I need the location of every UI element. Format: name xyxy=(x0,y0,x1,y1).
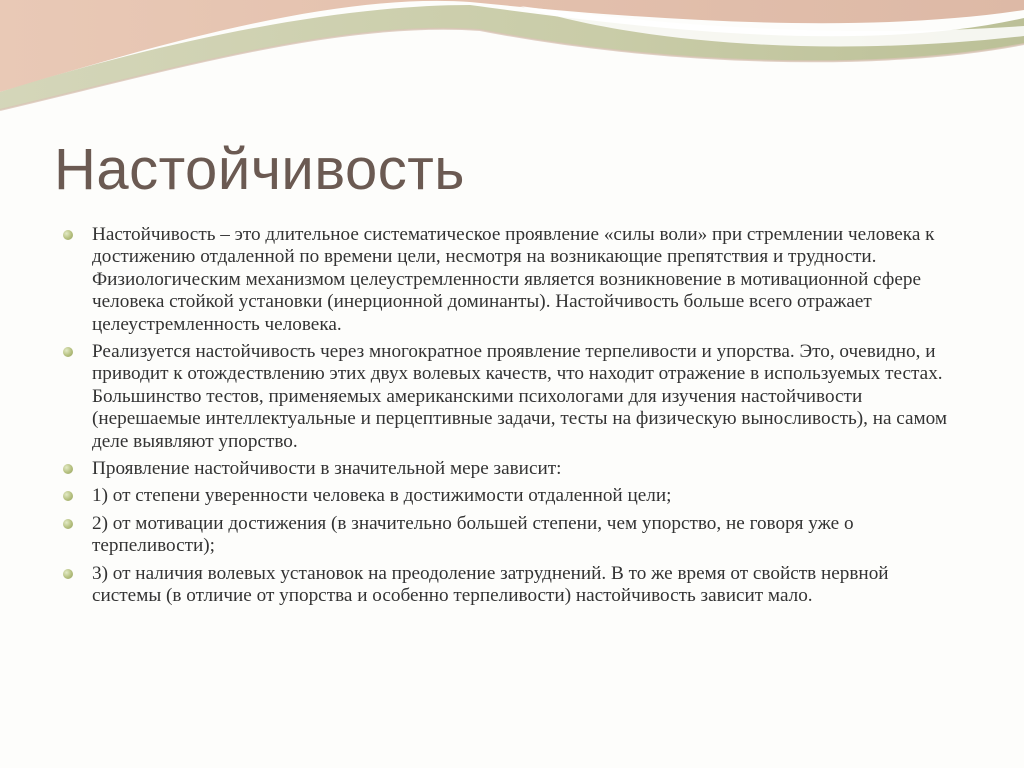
bullet-text: Реализуется настойчивость через многократное проявление терпеливости и упорства. Это, очевидно, и приводит к отождествлению этих двух волевых качеств, что находит отражение в используемых тестах. Большинство тестов, применяемых американскими психологами для изучения настойчивости (нерешаемые интеллектуальные и перцептивные задачи, тесты на физическую выносливость), на самом деле выявляют упорство. xyxy=(92,341,948,452)
bullet-text: 1) от степени уверенности человека в достижимости отдаленной цели; xyxy=(92,485,672,507)
bullet-dot-icon xyxy=(63,464,73,474)
bullet-dot-icon xyxy=(63,491,73,501)
bullet-item xyxy=(60,513,960,558)
decorative-wave-header xyxy=(0,0,1024,120)
slide-title: Настойчивость xyxy=(54,137,466,202)
bullet-text: 3) от наличия волевых установок на преодоление затруднений. В то же время от свойств нервной системы (в отличие от упорства и особенно терпеливости) настойчивость зависит мало. xyxy=(92,562,889,607)
bullet-text: 2) от мотивации достижения (в значительно большей степени, чем упорство, не говоря уже о терпеливости); xyxy=(92,512,854,557)
bullet-dot-icon xyxy=(63,519,73,529)
bullet-dot-icon xyxy=(63,569,73,579)
bullet-list xyxy=(60,224,960,613)
bullet-text: Проявление настойчивости в значительной мере зависит: xyxy=(92,458,562,480)
bullet-item xyxy=(60,224,960,336)
bullet-item xyxy=(60,341,960,453)
bullet-text: Настойчивость – это длительное систематическое проявление «силы воли» при стремлении человека к достижению отдаленной по времени цели, несмотря на возникающие препятствия и трудности. Физиологическим механизмом целеустремленности является возникновение в мотивационной сфере человека стойкой установки (инерционной доминанты). Настойчивость больше всего отражает целеустремленность человека. xyxy=(92,224,935,335)
bullet-item xyxy=(60,563,960,608)
bullet-item xyxy=(60,458,960,480)
bullet-dot-icon xyxy=(63,230,73,240)
bullet-dot-icon xyxy=(63,347,73,357)
bullet-item xyxy=(60,485,960,507)
